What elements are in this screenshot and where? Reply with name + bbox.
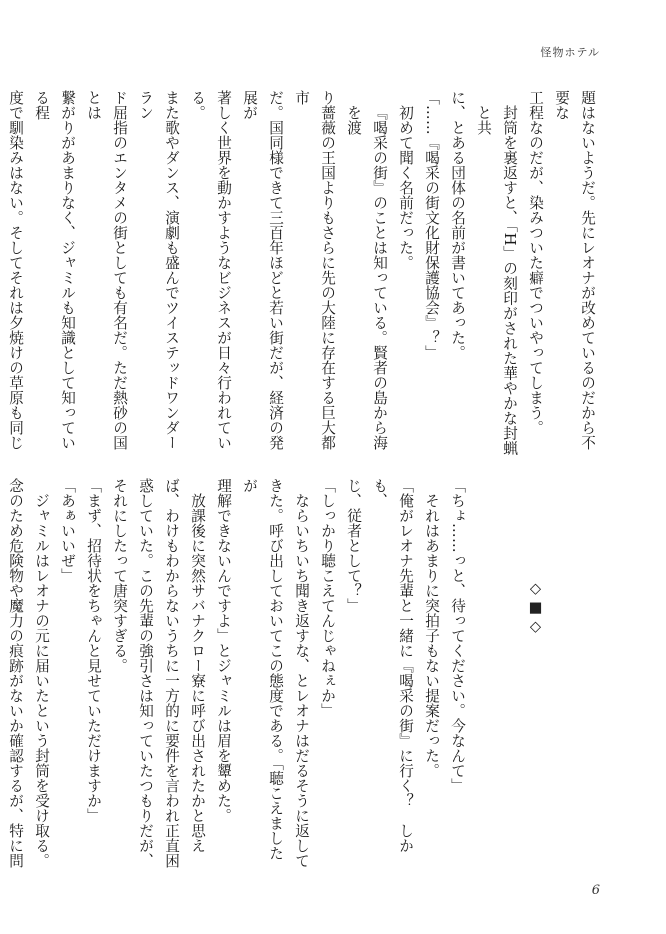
spacer — [470, 478, 496, 868]
text-line: 「しっかり聴こえてんじゃねぇか」 — [319, 478, 336, 718]
text-line: じ、従者として？」 — [345, 478, 362, 613]
text-line: 放課後に突然サバナクロー寮に呼び出されたかと思え — [189, 492, 206, 853]
bottom-text-block — [7, 478, 600, 868]
text-line: 「……『喝采の街文化財保護協会』？」 — [423, 90, 440, 360]
text-line: り薔薇の王国よりもさらに先の大陸に存在する巨大都市 — [293, 90, 336, 450]
text-line: ならいちいち聞き返すな、とレオナはだるそうに返して — [293, 492, 310, 868]
text-line: きた。呼び出しておいてこの態度である。「聴こえましたが — [241, 478, 284, 861]
spacer — [574, 478, 600, 868]
text-line: ば、わけもわからないうちに一方的に要件を言われ正直困 — [163, 478, 180, 868]
text-line: 封筒を裏返すと、「H」の刻印がされた華やかな封蝋と共 — [475, 104, 518, 456]
text-line: だ。国同様できて三百年ほどと若い街だが、経済の発展が — [241, 90, 284, 450]
text-line: 理解できないんですよ」とジャミルは眉を顰めた。 — [215, 478, 232, 823]
text-line: 『喝采の街』のことは知っている。賢者の島から海を渡 — [345, 104, 388, 450]
spacer — [496, 478, 522, 868]
text-line: に、とある団体の名前が書いてあった。 — [449, 90, 466, 360]
text-line: 題はないようだ。先にレオナが改めているのだから不要な — [553, 90, 596, 450]
text-line: 初めて聞く名前だった。 — [397, 104, 414, 270]
text-line: 度で馴染みはない。そしてそれは夕焼けの草原も同じ — [7, 90, 24, 450]
text-line: それにしたって唐突すぎる。 — [111, 478, 128, 673]
page-number: 6 — [591, 883, 600, 898]
text-line: 著しく世界を動かすようなビジネスが日々行われている。 — [189, 90, 232, 450]
text-line: また歌やダンス、演劇も盛んでツイステッドワンダーラン — [137, 90, 180, 450]
text-line: 「ちょ……っと、待ってください。今なんて」 — [449, 478, 466, 793]
text-line: 「あぁいいぜ」 — [59, 478, 76, 583]
spacer — [548, 478, 574, 868]
text-line: 繋がりがあまりなく、ジャミルも知識として知っている程 — [33, 90, 76, 450]
text-line: 「俺がレオナ先輩と一緒に『喝采の街』に行く？ しかも、 — [371, 478, 414, 853]
text-line: ド屈指のエンタメの街としても有名だ。ただ熱砂の国とは — [85, 90, 128, 450]
text-line: それはあまりに突拍子もない提案だった。 — [423, 492, 440, 778]
top-text-block — [7, 90, 600, 458]
text-line: 惑していた。この先輩の強引さは知っていたつもりだが、 — [137, 478, 154, 868]
text-line: 念のため危険物や魔力の痕跡がないか確認するが、特に問 — [7, 478, 24, 868]
section-divider: ◇■◇ — [527, 580, 544, 638]
text-line: ジャミルはレオナの元に届いたという封筒を受け取る。 — [33, 492, 50, 868]
text-line: 「まず、招待状をちゃんと見せていただけますか」 — [85, 478, 102, 823]
running-header-title: 怪物ホテル — [540, 46, 600, 59]
text-line: 工程なのだが、染みついた癖でついやってしまう。 — [527, 90, 544, 435]
